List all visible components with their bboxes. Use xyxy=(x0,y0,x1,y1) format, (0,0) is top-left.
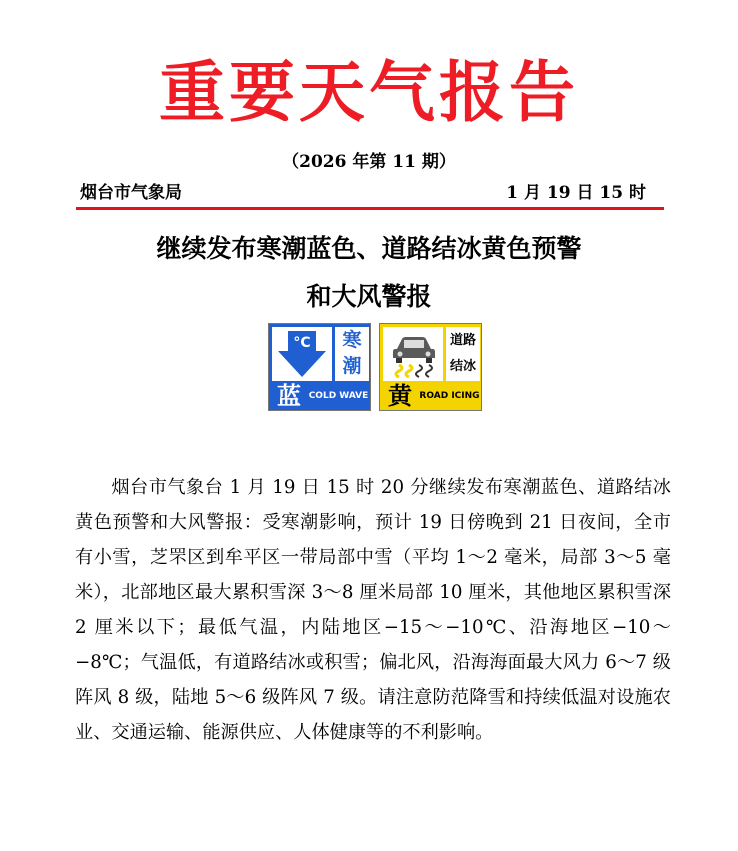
cold-wave-level: 蓝 xyxy=(277,382,301,410)
thermometer-down-icon xyxy=(272,327,332,381)
cold-wave-english: COLD WAVE xyxy=(308,391,369,401)
cold-wave-side-label xyxy=(335,327,369,381)
cold-wave-side-char-2: 潮 xyxy=(342,355,362,377)
issue-number: （2026 年第 11 期） xyxy=(282,152,456,172)
skidding-car-icon xyxy=(383,327,443,381)
cold-wave-blue-warning-icon xyxy=(268,323,371,411)
headline-line-2: 和大风警报 xyxy=(306,282,432,311)
headline-line-1: 继续发布寒潮蓝色、道路结冰黄色预警 xyxy=(156,234,582,263)
celsius-unit-label: °C xyxy=(293,335,311,351)
road-icing-yellow-warning-icon xyxy=(379,323,482,411)
road-icing-side-line-1: 道路 xyxy=(449,333,476,348)
report-title: 重要天气报告 xyxy=(159,53,579,131)
road-icing-side-label xyxy=(446,327,480,381)
meta-row xyxy=(80,180,646,206)
road-icing-level: 黄 xyxy=(388,382,412,410)
report-body-paragraph: 烟台市气象台 1 月 19 日 15 时 20 分继续发布寒潮蓝色、道路结冰黄色预警和大风警报：受寒潮影响，预计 19 日傍晚到 21 日夜间，全市有小雪，芝罘区到牟平区一带局部中雪（平均 1～2 毫米，局部 3～5 毫米），北部地区最大累积雪深 3～8 厘米局部 10 厘米，其他地区累积雪深 2 厘米以下；最低气温，内陆地区−15～−10℃、沿海地区−10～−8℃；气温低，有道路结冰或积雪；偏北风，沿海海面最大风力 6～7 级阵风 8 级，陆地 5～6 级阵风 7 级。请注意防范降雪和持续低温对设施农业、交通运输、能源供应、人体健康等的不利影响。 xyxy=(75,477,671,743)
warning-icons xyxy=(268,323,482,411)
issue-datetime: 1 月 19 日 15 时 xyxy=(506,183,646,203)
road-icing-english: ROAD ICING xyxy=(419,391,480,401)
cold-wave-side-char-1: 寒 xyxy=(342,329,362,351)
issuing-agency: 烟台市气象局 xyxy=(80,183,182,203)
header-divider xyxy=(76,207,664,210)
road-icing-side-line-2: 结冰 xyxy=(449,359,476,374)
